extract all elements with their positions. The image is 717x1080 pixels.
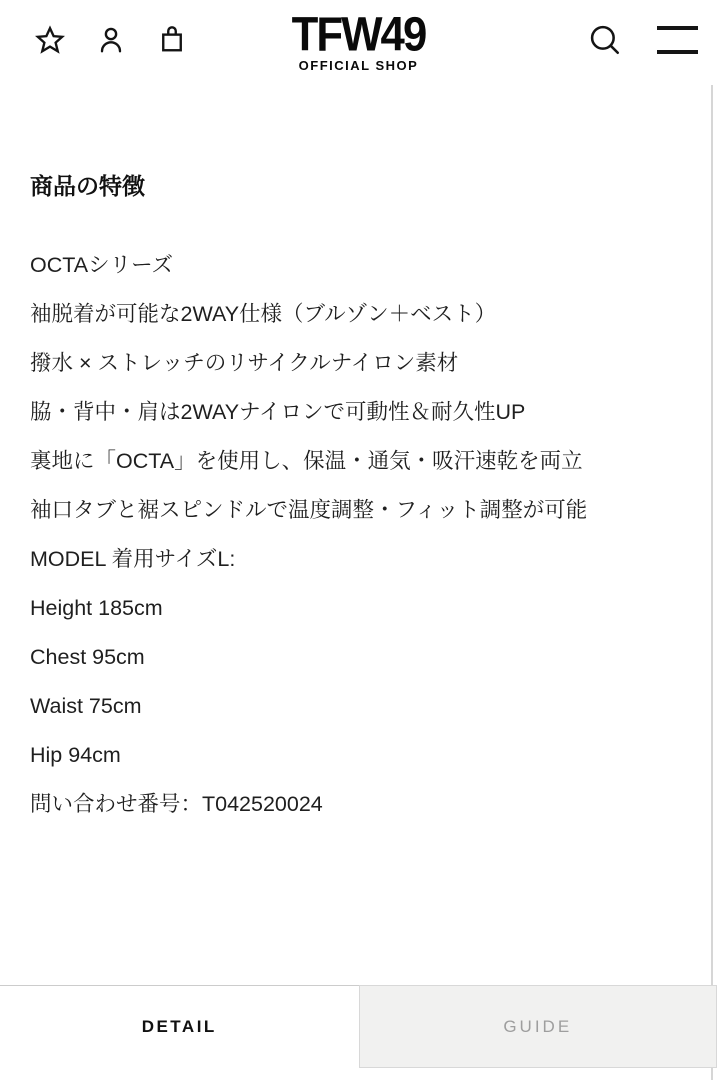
feature-line: 脇・背中・肩は2WAYナイロンで可動性＆耐久性UP <box>30 400 526 424</box>
logo-text: TFW49 <box>291 6 426 61</box>
search-button[interactable] <box>588 23 622 57</box>
menu-button[interactable] <box>656 26 698 54</box>
header <box>0 0 717 85</box>
feature-list <box>30 241 687 829</box>
search-icon <box>588 23 622 57</box>
product-description <box>0 85 717 829</box>
section-title: 商品の特徴 <box>30 173 145 199</box>
detail-guide-tabbar <box>0 985 717 1068</box>
tab-guide[interactable]: GUIDE <box>359 985 717 1068</box>
feature-line: OCTAシリーズ <box>30 253 174 277</box>
feature-line: Chest 95cm <box>30 645 145 669</box>
feature-line: 撥水 × ストレッチのリサイクルナイロン素材 <box>30 351 459 375</box>
feature-line: Hip 94cm <box>30 743 121 767</box>
feature-line: 裏地に「OCTA」を使用し、保温・通気・吸汗速乾を両立 <box>30 449 583 473</box>
feature-line: 袖脱着が可能な2WAY仕様（ブルゾン＋ベスト） <box>30 302 497 326</box>
tab-detail[interactable]: DETAIL <box>0 986 359 1068</box>
page-edge-divider <box>711 0 713 1080</box>
logo-subtitle: OFFICIAL SHOP <box>298 58 419 73</box>
hamburger-menu-icon <box>657 26 698 30</box>
hamburger-menu-icon <box>657 50 698 54</box>
feature-line: 袖口タブと裾スピンドルで温度調整・フィット調整が可能 <box>30 498 588 522</box>
feature-line: MODEL 着用サイズL: <box>30 547 236 571</box>
feature-line: Waist 75cm <box>30 694 142 718</box>
feature-line: 問い合わせ番号：T042520024 <box>30 792 323 816</box>
feature-line: Height 185cm <box>30 596 163 620</box>
